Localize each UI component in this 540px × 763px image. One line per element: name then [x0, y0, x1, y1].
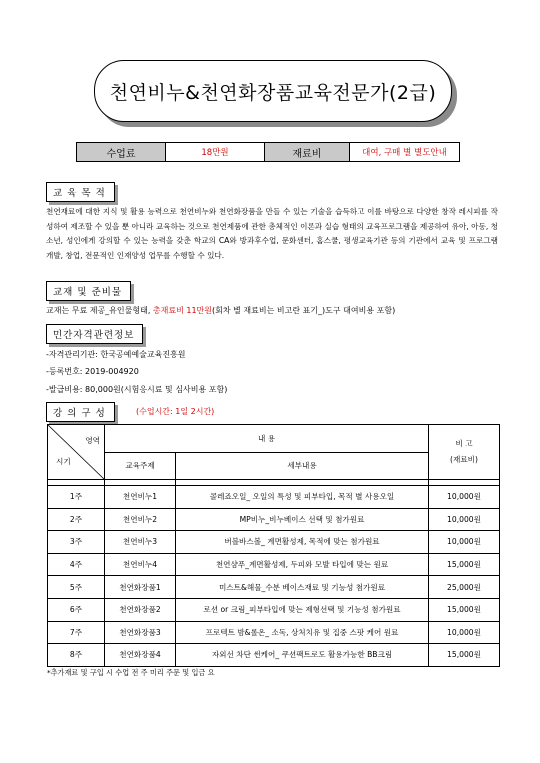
topic-cell: 천연화장품2	[105, 598, 176, 621]
fee-table	[76, 142, 460, 162]
fee-cell: 15,000원	[429, 553, 500, 576]
week-cell: 1주	[48, 486, 105, 509]
certificate-heading: 민간자격관련정보	[46, 324, 143, 344]
table-row	[48, 576, 500, 599]
detail-cell: 프로텍트 밤&롤온_ 소독, 상처치유 및 집중 스팟 케어 원료	[176, 621, 429, 644]
week-cell: 2주	[48, 508, 105, 531]
purpose-text: 천연재료에 대한 지식 및 활용 능력으로 천연비누와 천연화장품을 만들 수 있는 기술을 습득하고 이를 바탕으로 다양한 창작 레시피를 작성하여 제조할 수 있을 뿐 아니라 교육하는 것으로 천연제품에 관한 총체적인 이론과 실습 형태의 교육프로그램을 제공하여 유아, 아동, 청소년, 성인에게 강의할 수 있는 능력을 갖춘 학교의 CA와 방과후수업, 문화센터, 홈스쿨, 평생교육기관 등의 기관에서 교육 및 프로그램 개발, 창업, 전문적인 인재양성 업무를 수행할 수 있다.	[46, 207, 498, 260]
material-fee-value: 대여, 구매 별 별도안내	[350, 143, 460, 162]
materials-heading: 교재 및 준비물	[46, 281, 131, 301]
diagonal-divider	[48, 425, 104, 479]
material-fee-label: 재료비	[265, 143, 350, 162]
week-cell: 3주	[48, 531, 105, 554]
fee-cell: 10,000원	[429, 621, 500, 644]
detail-header: 세부내용	[176, 452, 429, 480]
class-time-note: (수업시간: 1일 2시간)	[136, 407, 215, 416]
materials-text	[46, 305, 395, 316]
topic-cell: 천연화장품1	[105, 576, 176, 599]
detail-cell: 미스트&해물_수분 베이스재료 및 기능성 첨가원료	[176, 576, 429, 599]
table-row	[48, 553, 500, 576]
materials-text-pre: 교재는 무료 제공_유인물형태,	[46, 306, 153, 315]
fee-cell: 15,000원	[429, 598, 500, 621]
remark-sub-label: (재료비)	[450, 455, 478, 464]
detail-cell: 버블바스볼_ 계면활성제, 목적에 맞는 첨가원료	[176, 531, 429, 554]
week-cell: 6주	[48, 598, 105, 621]
certificate-fee: -발급비용: 80,000원(시험응시료 및 심사비용 포함)	[46, 385, 228, 394]
materials-total-fee: 총재료비 11만원	[152, 306, 213, 315]
table-row	[48, 598, 500, 621]
fee-cell: 10,000원	[429, 508, 500, 531]
detail-cell: MP비누_비누베이스 선택 및 첨가원료	[176, 508, 429, 531]
detail-cell: 콜레죠오일_ 오일의 특성 및 피부타입, 목적 별 사용오일	[176, 486, 429, 509]
time-label: 시기	[56, 457, 71, 466]
detail-cell: 로션 or 크림_피부타입에 맞는 제형선택 및 기능성 첨가원료	[176, 598, 429, 621]
page-title-text: 천연비누&천연화장품교육전문가(2급)	[109, 81, 437, 104]
topic-cell: 천연비누2	[105, 508, 176, 531]
footnote: *추가재료 및 구입 시 수업 전 주 미리 주문 및 입금 요	[47, 668, 215, 677]
table-row	[48, 508, 500, 531]
area-time-corner	[48, 425, 105, 480]
topic-cell: 천연화장품4	[105, 644, 176, 667]
fee-cell: 10,000원	[429, 486, 500, 509]
purpose-heading: 교 육 목 적	[46, 182, 115, 202]
tuition-value: 18만원	[166, 143, 265, 162]
topic-cell: 천연비누1	[105, 486, 176, 509]
certificate-reg-number: -등록번호: 2019-004920	[46, 367, 139, 376]
remark-header	[429, 425, 500, 480]
week-cell: 7주	[48, 621, 105, 644]
remark-label: 비 고	[455, 439, 473, 448]
table-row	[48, 486, 500, 509]
content-header: 내 용	[105, 425, 429, 453]
detail-cell: 천연샴푸_계면활성제, 두피와 모발 타입에 맞는 원료	[176, 553, 429, 576]
area-label: 영역	[85, 436, 100, 445]
materials-text-post: (회차 별 재료비는 비고란 표기_)도구 대여비용 포함)	[212, 306, 396, 315]
fee-cell: 10,000원	[429, 531, 500, 554]
table-row	[48, 621, 500, 644]
topic-header: 교육주제	[105, 452, 176, 480]
course-heading: 강 의 구 성	[46, 402, 115, 422]
topic-cell: 천연화장품3	[105, 621, 176, 644]
fee-cell: 25,000원	[429, 576, 500, 599]
detail-cell: 자외선 차단 썬케어_ 쿠션팩트로도 활용가능한 BB크림	[176, 644, 429, 667]
table-row	[48, 644, 500, 667]
week-cell: 4주	[48, 553, 105, 576]
topic-cell: 천연비누4	[105, 553, 176, 576]
course-table	[47, 424, 500, 667]
fee-cell: 15,000원	[429, 644, 500, 667]
week-cell: 5주	[48, 576, 105, 599]
tuition-label: 수업료	[77, 143, 166, 162]
certificate-agency: -자격관리기관: 한국공예예술교육진흥원	[46, 350, 186, 359]
week-cell: 8주	[48, 644, 105, 667]
table-row	[48, 531, 500, 554]
page-title	[94, 60, 452, 122]
topic-cell: 천연비누3	[105, 531, 176, 554]
